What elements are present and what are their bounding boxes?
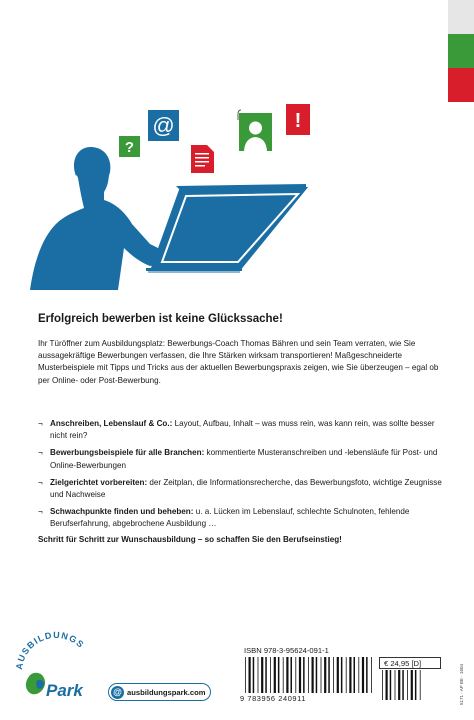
barcode-bar (349, 657, 351, 693)
barcode-bar (278, 657, 280, 693)
bullet-mark: ¬ (38, 507, 43, 517)
barcode-digits: 9 783956 240911 (240, 694, 306, 703)
barcode-bar (258, 657, 259, 693)
at-glyph: @ (152, 113, 175, 138)
barcode-bar (358, 657, 359, 693)
barcode-bar (402, 670, 404, 700)
logo-arc-textpath: AUSBILDUNGS (14, 629, 87, 671)
barcode-bar (382, 670, 383, 700)
barcode-bar (324, 657, 326, 693)
isbn-text: ISBN 978-3-95624-091-1 (244, 646, 329, 655)
bullet-text: der Zeitplan, die Informationsrecherche, das Bewerbungsfoto, wichtige Zeugnisse und Nachweise (50, 477, 442, 500)
barcode-bar (341, 657, 343, 693)
barcode-bar (321, 657, 322, 693)
barcode-addon (380, 670, 422, 700)
ausbildungspark-logo (14, 626, 98, 706)
barcode-bar (308, 657, 309, 693)
list-item (38, 418, 450, 442)
barcode-bar (299, 657, 301, 693)
at-icon (148, 110, 179, 141)
barcode-bar (316, 657, 318, 693)
feature-list (38, 418, 450, 536)
barcode-bar (283, 657, 284, 693)
logo-arc-text (14, 630, 86, 670)
barcode-bar (261, 657, 263, 693)
cover-illustration (0, 0, 474, 290)
website-badge (108, 683, 211, 701)
barcode-bar (249, 657, 251, 693)
headline: Erfolgreich bewerben ist keine Glückssache! (38, 313, 283, 325)
bullet-mark: ¬ (38, 477, 43, 487)
closing-line: Schritt für Schritt zur Wunschausbildung – so schaffen Sie den Berufseinstieg! (38, 535, 342, 544)
bullet-title: Schwachpunkte finden und beheben: (50, 507, 194, 517)
laptop-illustration (146, 184, 306, 272)
barcode-bar (420, 670, 421, 700)
bullet-mark: ¬ (38, 448, 43, 458)
exclamation-icon (286, 104, 310, 135)
logo-word: Park (46, 681, 83, 700)
bullet-mark: ¬ (38, 419, 43, 428)
vertical-code: 5171 · AP BE · 1604 (459, 664, 464, 705)
document-icon (191, 145, 214, 173)
barcode-bar (303, 657, 305, 693)
barcode-bar (354, 657, 356, 693)
barcode-bar (398, 670, 400, 700)
barcode-bar (333, 657, 334, 693)
barcode-bar (295, 657, 296, 693)
question-icon (119, 136, 140, 157)
barcode-bar (286, 657, 288, 693)
barcode-bar (270, 657, 271, 693)
barcode-bar (371, 657, 372, 693)
barcode-bar (411, 670, 413, 700)
bullet-text: Layout, Aufbau, Inhalt – was muss rein, was kann rein, was sollte besser nicht rein? (50, 419, 435, 441)
list-item (38, 506, 450, 530)
website-url: ausbildungspark.com (127, 687, 206, 697)
intro-paragraph: Ihr Türöffner zum Ausbildungsplatz: Bewerbungs-Coach Thomas Bähren und sein Team verraten, wie Sie aussagekräftige Bewerbungen verfassen, die Ihre Stärken wirksam transportieren! Maßgeschneiderte Musterbeispiele mit Tipps und Tricks aus der aktuellen Bewerbungspraxis zeigen, wie Sie überzeugen – egal ob per Online- oder Post-Bewerbung. (38, 339, 439, 385)
barcode-bar (346, 657, 347, 693)
barcode-bar (265, 657, 267, 693)
barcode-bar (253, 657, 255, 693)
exclamation-glyph: ! (294, 110, 302, 132)
barcode (243, 657, 373, 697)
price-box: € 24,95 [D] (379, 657, 441, 669)
list-item (38, 477, 450, 501)
list-item (38, 447, 450, 471)
barcode-bar (328, 657, 330, 693)
barcode-bar (274, 657, 276, 693)
barcode-bar (407, 670, 408, 700)
barcode-bar (415, 670, 417, 700)
barcode-bar (312, 657, 314, 693)
bullet-text: u. a. Lücken im Lebenslauf, schlechte Schulnoten, fehlende Berufserfahrung, abgebrochene Ausbildung … (50, 507, 410, 529)
barcode-bar (245, 657, 246, 693)
bullet-title: Zielgerichtet vorbereiten: (50, 477, 148, 487)
barcode-bar (366, 657, 368, 693)
barcode-bar (390, 670, 392, 700)
barcode-bar (386, 670, 388, 700)
barcode-bar (337, 657, 339, 693)
barcode-bar (362, 657, 364, 693)
barcode-bar (395, 670, 396, 700)
bullet-title: Bewerbungsbeispiele für alle Branchen: (50, 448, 205, 458)
bullet-text: kommentierte Musteranschreiben und -lebensläufe für Post- und Online-Bewerbungen (50, 448, 438, 470)
photo-icon (238, 110, 272, 151)
at-icon: @ (111, 686, 124, 699)
barcode-bar (291, 657, 293, 693)
question-glyph: ? (124, 139, 135, 156)
bullet-title: Anschreiben, Lebenslauf & Co.: (50, 419, 173, 428)
